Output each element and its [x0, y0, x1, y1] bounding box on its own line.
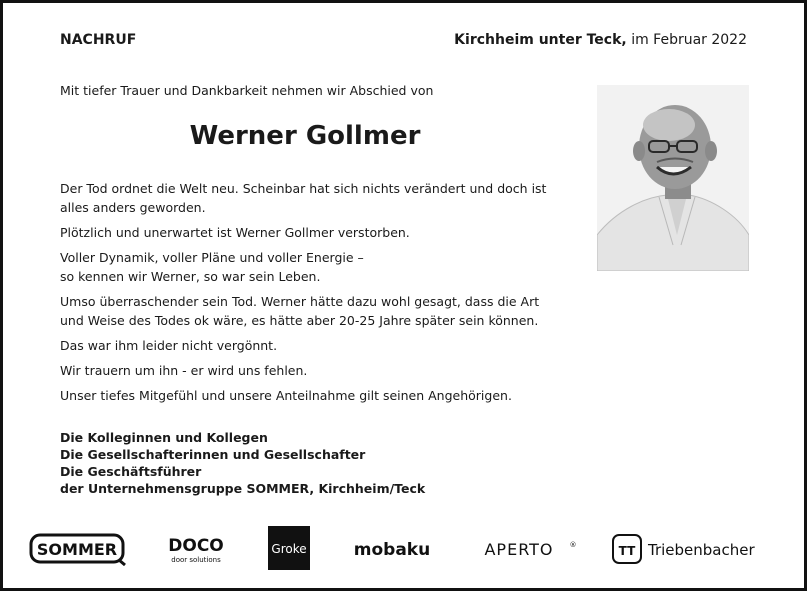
triebenbacher-logo-text: Triebenbacher — [648, 541, 755, 559]
signature-line: Die Gesellschafterinnen und Gesellschafter — [60, 447, 366, 462]
intro-text: Mit tiefer Trauer und Dankbarkeit nehmen wir Abschied von — [60, 83, 434, 98]
groke-logo — [268, 525, 310, 573]
groke-logo-text: Groke — [271, 542, 307, 556]
body-paragraph — [60, 248, 560, 286]
portrait-illustration — [597, 85, 749, 271]
aperto-logo-text: APERTO — [484, 540, 554, 559]
body-paragraph — [60, 223, 560, 242]
portrait-photo — [597, 85, 749, 271]
place: Kirchheim unter Teck, — [454, 32, 627, 48]
triebenbacher-logo — [610, 525, 780, 573]
body-paragraph — [60, 336, 560, 355]
date: im Februar 2022 — [631, 32, 747, 48]
body-paragraph — [60, 179, 560, 217]
body-line: Der Tod ordnet die Welt neu. Scheinbar hat sich nichts verändert und doch ist — [60, 181, 547, 196]
notice-title: NACHRUF — [60, 32, 137, 48]
signature-line: Die Geschäftsführer — [60, 464, 202, 479]
body-line: alles anders geworden. — [60, 200, 206, 215]
body-paragraph — [60, 386, 560, 405]
obituary-body — [60, 179, 560, 411]
triebenbacher-logo-mark: TT — [618, 544, 636, 558]
body-line: Voller Dynamik, voller Pläne und voller Energie – — [60, 250, 364, 265]
body-line: Wir trauern um ihn - er wird uns fehlen. — [60, 363, 308, 378]
mobaku-logo — [346, 525, 438, 573]
signature-line: Die Kolleginnen und Kollegen — [60, 430, 268, 445]
body-line: Das war ihm leider nicht vergönnt. — [60, 338, 278, 353]
mobaku-logo-text: mobaku — [353, 540, 431, 560]
body-paragraph — [60, 361, 560, 380]
sommer-logo-text: SOMMER — [36, 540, 118, 559]
doco-logo-text: DOCO — [168, 536, 224, 556]
aperto-logo — [468, 525, 580, 573]
body-line: und Weise des Todes ok wäre, es hätte aber 20-25 Jahre später sein können. — [60, 313, 539, 328]
aperto-logo-mark: ® — [569, 541, 577, 549]
doco-logo — [160, 525, 232, 573]
signature-line: der Unternehmensgruppe SOMMER, Kirchheim/Teck — [60, 481, 426, 496]
body-line: Unser tiefes Mitgefühl und unsere Anteilnahme gilt seinen Angehörigen. — [60, 388, 512, 403]
body-paragraph — [60, 292, 560, 330]
sommer-logo — [28, 525, 128, 573]
place-date — [454, 32, 747, 48]
body-line: so kennen wir Werner, so war sein Leben. — [60, 269, 321, 284]
company-logos — [28, 525, 780, 573]
body-line: Umso überraschender sein Tod. Werner hätte dazu wohl gesagt, dass die Art — [60, 294, 540, 309]
signature-block — [60, 429, 425, 497]
doco-logo-subtext: door solutions — [171, 556, 221, 564]
body-line: Plötzlich und unerwartet ist Werner Gollmer verstorben. — [60, 225, 410, 240]
deceased-name: Werner Gollmer — [189, 121, 421, 151]
